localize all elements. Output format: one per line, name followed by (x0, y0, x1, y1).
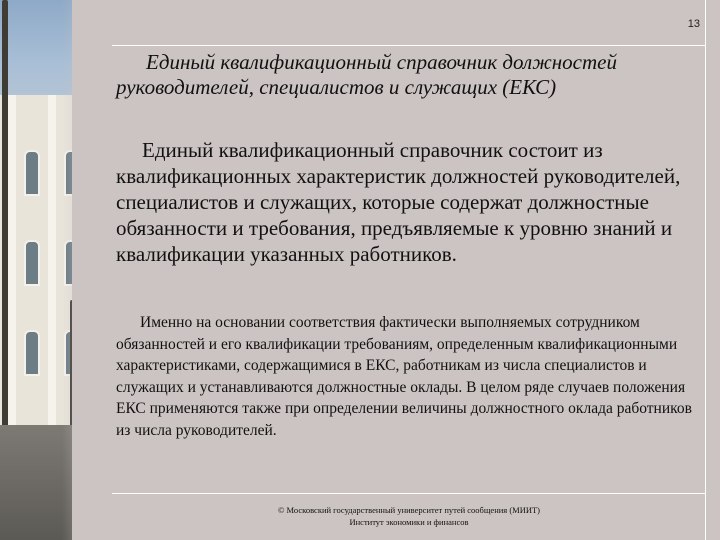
footer-institute: Институт экономики и финансов (349, 517, 469, 527)
paragraph-secondary-text: Именно на основании соответствия фактически выполняемых сотрудником обязанностей и его квалификации требованиям, определенным квалификационными характеристиками, содержащимися в ЕКС, работникам из числа специалистов и служащих и устанавливаются должностные оклады. В целом ряде случаев положения ЕКС применяются также при определении величины должностного оклада работников из числа руководителей. (116, 314, 692, 439)
top-divider (112, 45, 706, 46)
footer (112, 504, 706, 528)
right-divider (705, 0, 706, 540)
building-column (8, 95, 16, 425)
bottom-divider (112, 493, 706, 494)
building-window (24, 240, 40, 286)
building-column (48, 95, 56, 425)
building-window (24, 150, 40, 196)
paragraph-main-text: Единый квалификационный справочник состоит из квалификационных характеристик должностей руководителей, специалистов и служащих, которые содержат должностные обязанности и требования, предъявляемые к уровню знаний и квалификации указанных работников. (116, 138, 681, 266)
slide-number: 13 (687, 18, 700, 30)
paragraph-secondary (116, 312, 696, 441)
slide-title-text: Единый квалификационный справочник должностей руководителей, специалистов и служащих (ЕКС) (116, 50, 617, 99)
building-window (24, 330, 40, 376)
slide-title (116, 50, 676, 100)
paragraph-main (116, 137, 696, 267)
footer-copyright: © Московский государственный университет путей сообщения (МИИТ) (277, 505, 541, 515)
